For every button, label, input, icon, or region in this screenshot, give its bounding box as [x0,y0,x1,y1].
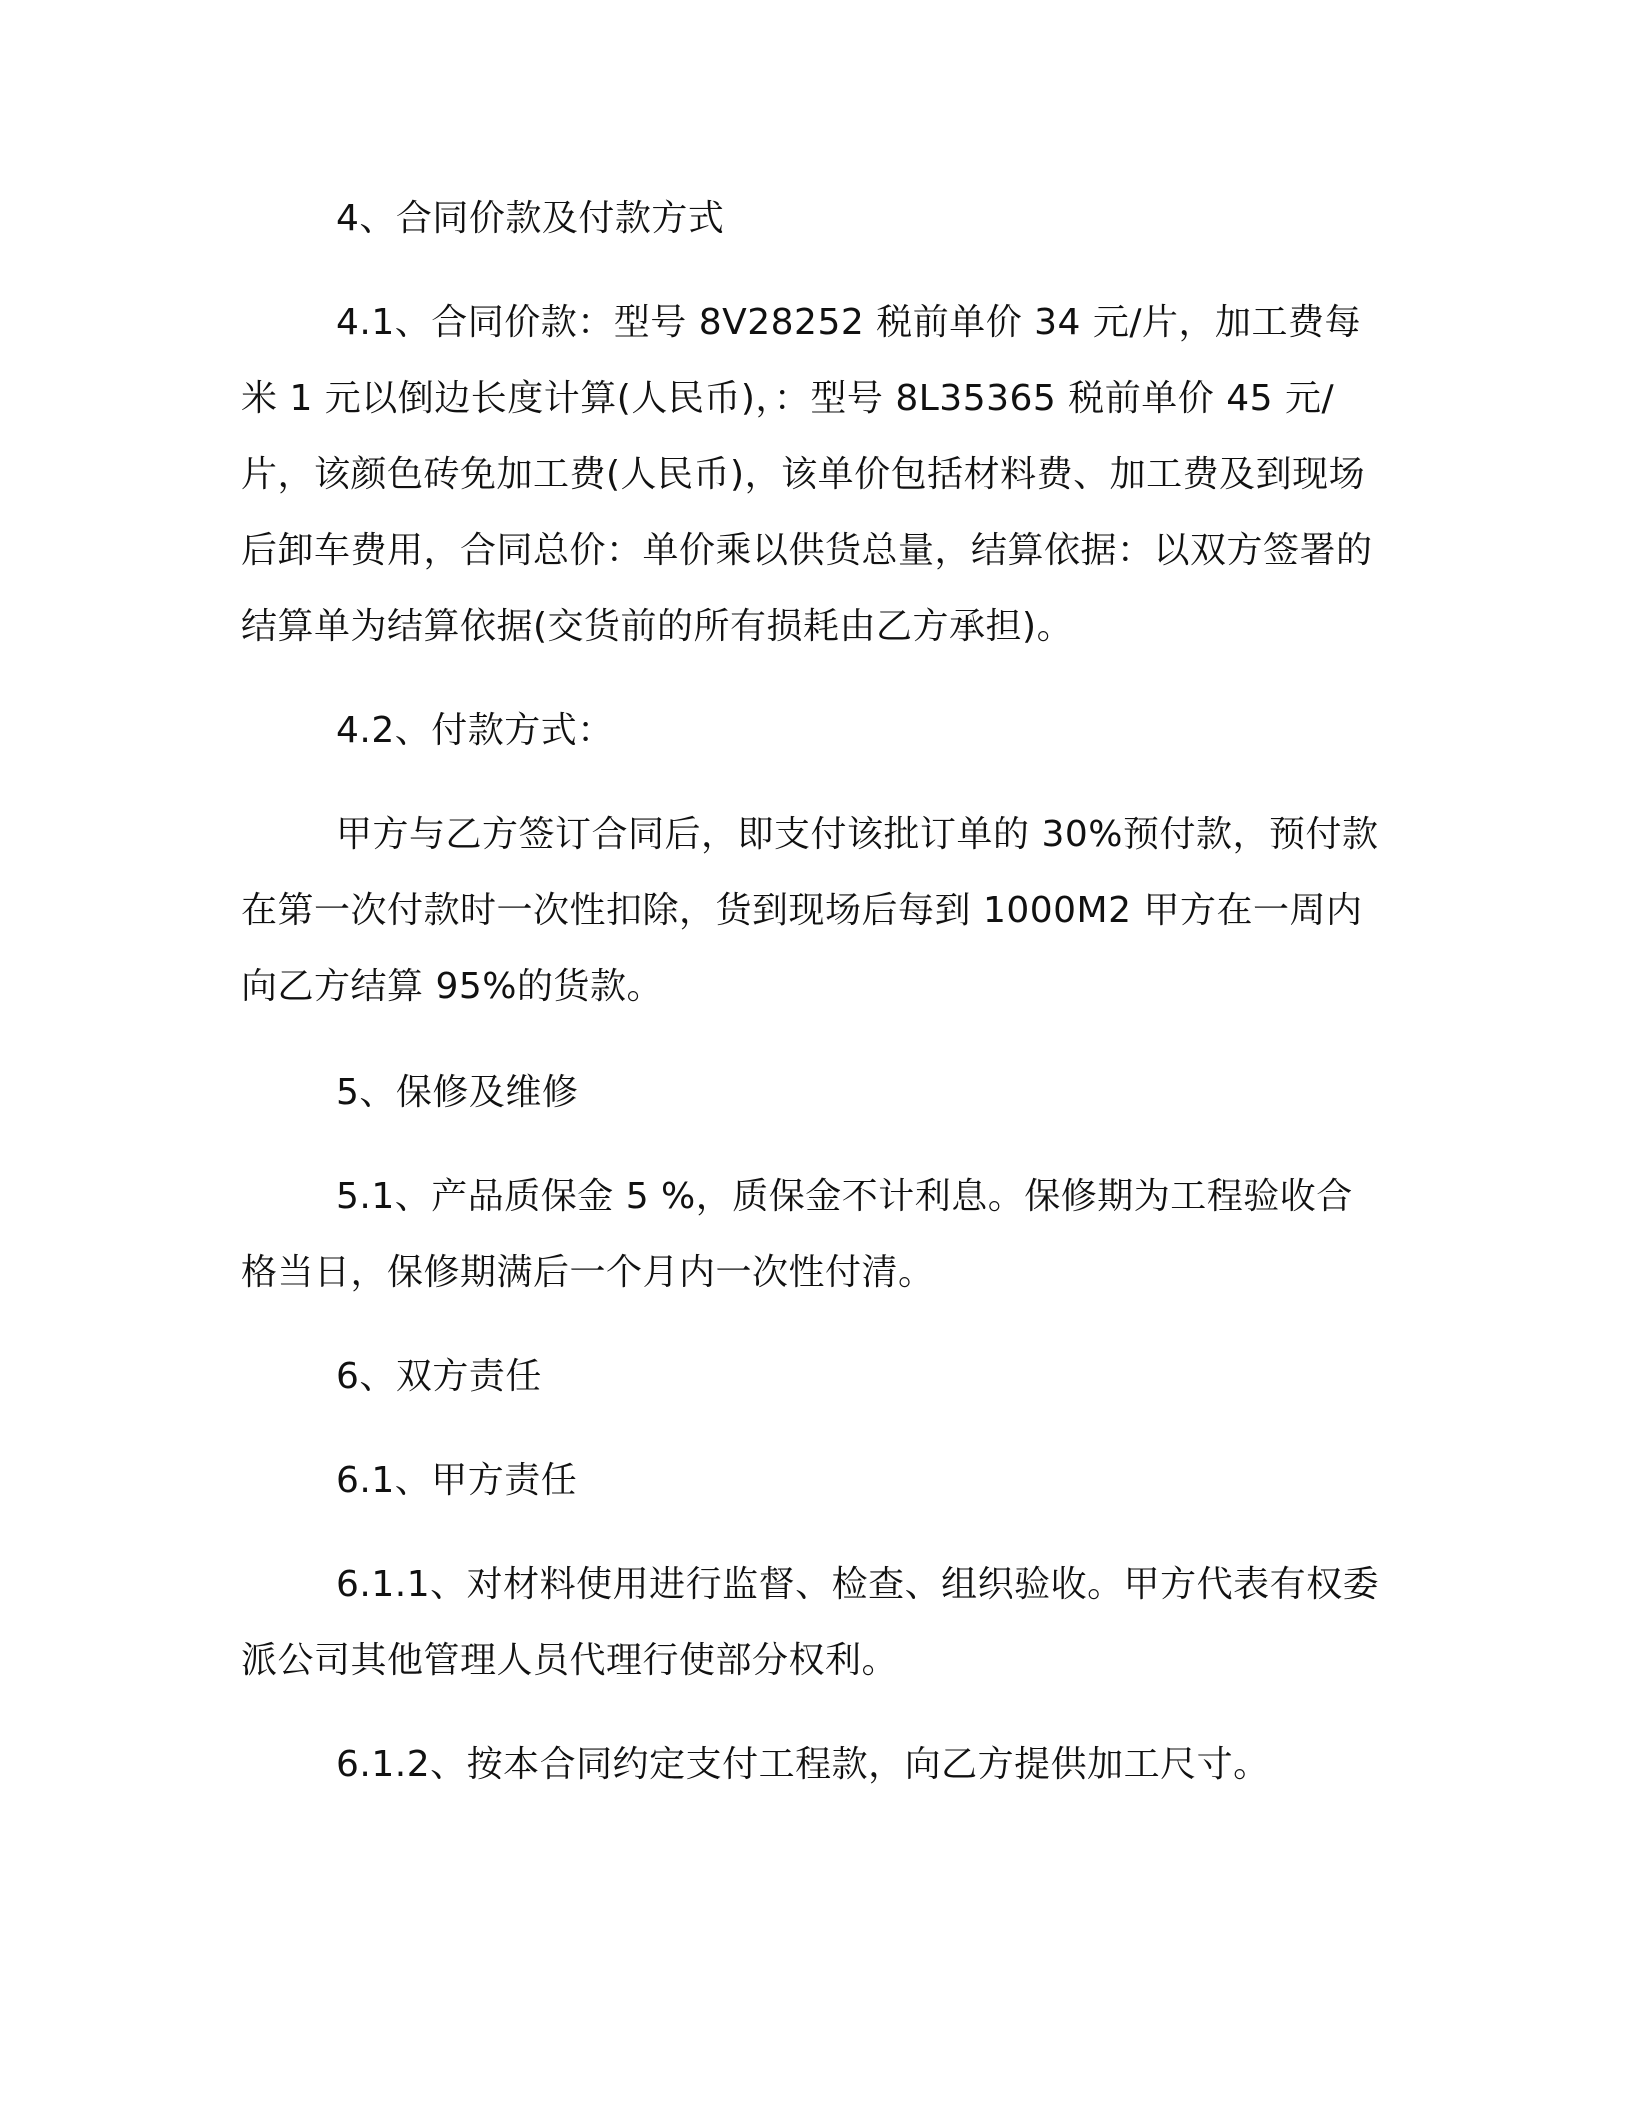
section-heading-6: 6、双方责任 [336,1356,542,1397]
clause-4-2-body: 甲方与乙方签订合同后，即支付该批订单的 30%预付款，预付款在第一次付款时一次性扣除，货到现场后每到 1000M2 甲方在一周内向乙方结算 95%的货款。 [241,814,1379,1007]
clause-6-1-1: 6.1.1、对材料使用进行监督、检查、组织验收。甲方代表有权委派公司其他管理人员代理行使部分权利。 [241,1564,1380,1681]
section-heading-5: 5、保修及维修 [336,1072,579,1113]
clause-6-1-heading: 6.1、甲方责任 [336,1460,578,1501]
section-heading-4: 4、合同价款及付款方式 [336,198,725,239]
clause-4-1: 4.1、合同价款：型号 8V28252 税前单价 34 元/片，加工费每米 1 元以倒边长度计算(人民币)，：型号 8L35365 税前单价 45 元/片，该颜色砖免加工费(人民币)，该单价包括材料费、加工费及到现场后卸车费用，合同总价：单价乘以供货总量，结算依据：以双方签署的结算单为结算依据(交货前的所有损耗由乙方承担)。 [241,302,1373,647]
clause-4-2-heading: 4.2、付款方式： [336,710,614,751]
clause-6-1-2: 6.1.2、按本合同约定支付工程款，向乙方提供加工尺寸。 [336,1744,1270,1785]
clause-5-1: 5.1、产品质保金 5 %，质保金不计利息。保修期为工程验收合格当日，保修期满后一个月内一次性付清。 [241,1176,1353,1293]
